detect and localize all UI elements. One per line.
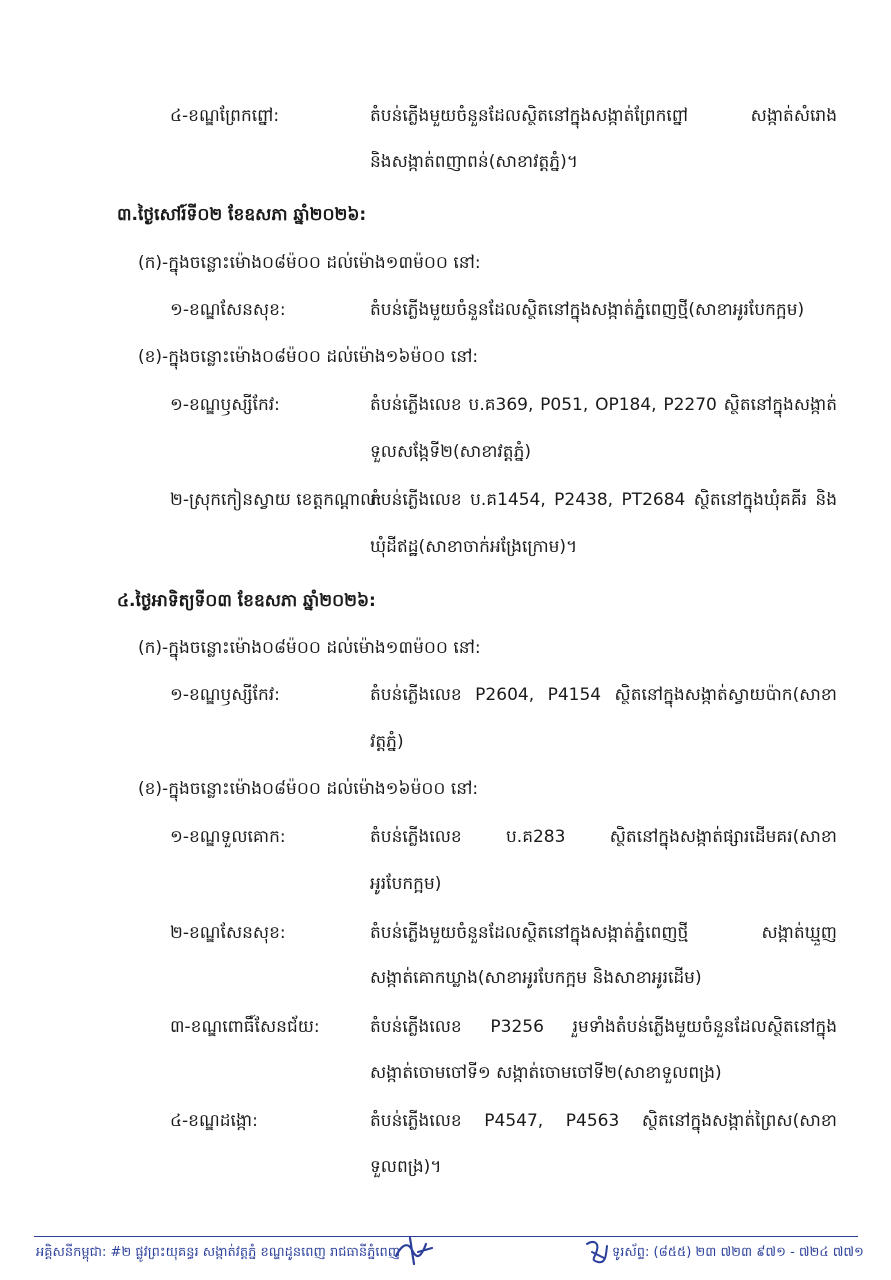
area-text: សង្កាត់គោកឃ្លាង(សាខាអូរបែកក្អម និងសាខាអូរដើម) [370, 968, 702, 988]
district-label: ១-ខណ្ឌសែនសុខ: [170, 300, 286, 320]
area-text: តំបន់ភ្លើងលេខ ប.គ283 ស្ថិតនៅក្នុងសង្កាត់ផ្សារដើមគរ(សាខា [370, 827, 837, 847]
phone-signature-icon [584, 1238, 610, 1266]
area-text: តំបន់ភ្លើងលេខ ប.គ369, P051, OP184, P2270 ស្ថិតនៅក្នុងសង្កាត់ [370, 395, 837, 415]
area-text: ទួលពង្រ)។ [370, 1157, 442, 1177]
area-text: ទួលសង្កែទី២(សាខាវត្តភ្នំ) [370, 442, 532, 462]
time-range: (ក)-ក្នុងចន្លោះម៉ោង០៨ម៉០០ ដល់ម៉ោង១៣ម៉០០ នៅ: [138, 638, 481, 658]
area-text: វត្តភ្នំ) [370, 732, 404, 752]
footer-address: អគ្គិសនីកម្ពុជា: #២ ផ្លូវព្រះយុគន្ធរ សង្កាត់វត្តភ្នំ ខណ្ឌដូនពេញ រាជធានីភ្នំពេញ [36, 1245, 401, 1260]
area-text: តំបន់ភ្លើងលេខ ប.គ1454, P2438, PT2684 ស្ថិតនៅក្នុងឃុំគគីរ និង [370, 490, 837, 510]
time-range: (ខ)-ក្នុងចន្លោះម៉ោង០៨ម៉០០ ដល់ម៉ោង១៦ម៉០០ នៅ: [138, 779, 479, 799]
area-text: តំបន់ភ្លើងលេខ P2604, P4154 ស្ថិតនៅក្នុងសង្កាត់ស្វាយប៉ាក(សាខា [370, 685, 837, 705]
footer-phone: ទូរស័ព្ទ: (៨៥៥) ២៣ ៧២៣ ៩៧១ - ៧២៤ ៧៧១ [612, 1245, 864, 1260]
district-label: ៤-ខណ្ឌដង្កោ: [170, 1111, 258, 1131]
district-label: ១-ខណ្ឌឫស្សីកែវ: [170, 685, 280, 705]
area-text: និងសង្កាត់ពញាពន់(សាខាវត្តភ្នំ)។ [370, 152, 578, 172]
district-label: ១-ខណ្ឌទួលគោក: [170, 827, 286, 847]
area-text: តំបន់ភ្លើងមួយចំនួនដែលស្ថិតនៅក្នុងសង្កាត់ព្រែកព្នៅ សង្កាត់សំរោង [370, 106, 837, 126]
footer-divider [34, 1236, 858, 1237]
area-text: តំបន់ភ្លើងមួយចំនួនដែលស្ថិតនៅក្នុងសង្កាត់ភ្នំពេញថ្មី(សាខាអូរបែកក្អម) [370, 300, 805, 320]
area-text: អូរបែកក្អម) [370, 874, 442, 894]
district-label: ៤-ខណ្ឌព្រែកព្នៅ: [170, 106, 280, 126]
area-text: តំបន់ភ្លើងលេខ P4547, P4563 ស្ថិតនៅក្នុងសង្កាត់ព្រៃស(សាខា [370, 1111, 837, 1131]
day-heading: ៣.ថ្ងៃសៅរ៍ទី០២ ខែឧសភា ឆ្នាំ២០២៦: [117, 205, 367, 225]
district-label: ២-ខណ្ឌសែនសុខ: [170, 923, 286, 943]
time-range: (ខ)-ក្នុងចន្លោះម៉ោង០៨ម៉០០ ដល់ម៉ោង១៦ម៉០០ នៅ: [138, 347, 479, 367]
signature-mark-icon [392, 1234, 436, 1268]
district-label: ២-ស្រុកកៀនស្វាយ ខេត្តកណ្តាល: [170, 490, 383, 510]
district-label: ៣-ខណ្ឌពោធិ៍សែនជ័យ: [170, 1017, 320, 1037]
area-text: សង្កាត់ចោមចៅទី១ សង្កាត់ចោមចៅទី២(សាខាទួលពង្រ) [370, 1063, 722, 1083]
area-text: តំបន់ភ្លើងលេខ P3256 រួមទាំងតំបន់ភ្លើងមួយចំនួនដែលស្ថិតនៅក្នុង [370, 1017, 837, 1037]
area-text: ឃុំដីឥដ្ឋ(សាខាចាក់អង្រែក្រោម)។ [370, 537, 578, 557]
day-heading: ៤.ថ្ងៃអាទិត្យទី០៣ ខែឧសភា ឆ្នាំ២០២៦: [117, 591, 376, 611]
time-range: (ក)-ក្នុងចន្លោះម៉ោង០៨ម៉០០ ដល់ម៉ោង១៣ម៉០០ នៅ: [138, 253, 481, 273]
district-label: ១-ខណ្ឌឫស្សីកែវ: [170, 395, 280, 415]
area-text: តំបន់ភ្លើងមួយចំនួនដែលស្ថិតនៅក្នុងសង្កាត់ភ្នំពេញថ្មី សង្កាត់ឃ្មួញ [370, 923, 837, 943]
